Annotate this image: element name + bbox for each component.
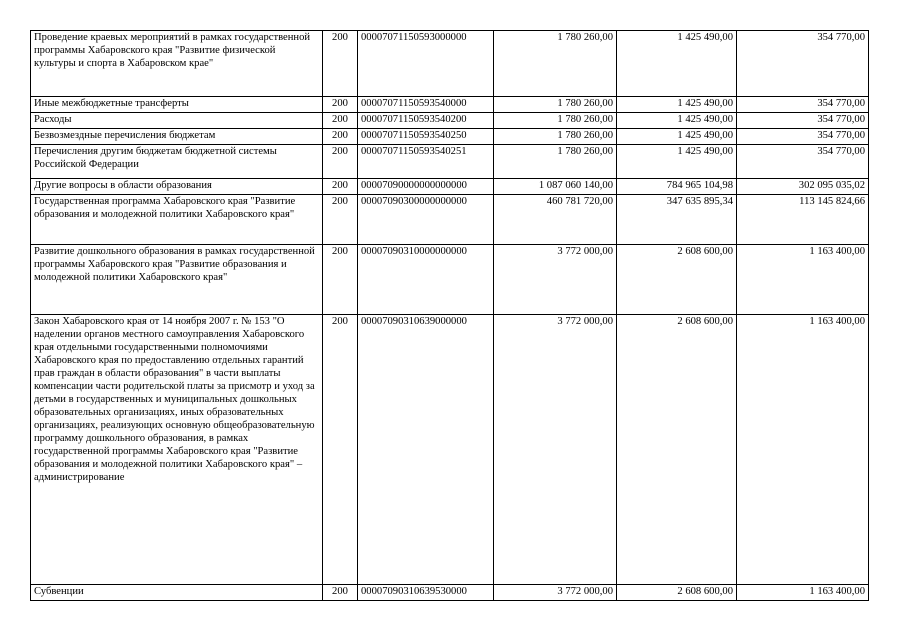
row-value-1: 1 780 260,00	[494, 129, 617, 145]
row-value-3: 113 145 824,66	[737, 195, 869, 245]
row-csr: 00007071150593540251	[358, 145, 494, 179]
row-value-1: 3 772 000,00	[494, 315, 617, 585]
row-value-2: 784 965 104,98	[617, 179, 737, 195]
budget-table	[30, 30, 869, 601]
row-code: 200	[323, 315, 358, 585]
row-name: Расходы	[31, 113, 323, 129]
row-value-1: 1 087 060 140,00	[494, 179, 617, 195]
row-code: 200	[323, 145, 358, 179]
table-row	[31, 585, 869, 601]
row-value-1: 1 780 260,00	[494, 31, 617, 97]
row-csr: 00007090310639530000	[358, 585, 494, 601]
row-name: Государственная программа Хабаровского края "Развитие образования и молодежной политики Хабаровского края"	[31, 195, 323, 245]
row-name: Перечисления другим бюджетам бюджетной системы Российской Федерации	[31, 145, 323, 179]
row-value-2: 1 425 490,00	[617, 31, 737, 97]
row-value-3: 1 163 400,00	[737, 315, 869, 585]
row-value-2: 1 425 490,00	[617, 97, 737, 113]
table-row	[31, 179, 869, 195]
row-value-2: 2 608 600,00	[617, 315, 737, 585]
row-value-1: 1 780 260,00	[494, 97, 617, 113]
row-value-2: 1 425 490,00	[617, 129, 737, 145]
row-name: Субвенции	[31, 585, 323, 601]
table-row	[31, 315, 869, 585]
table-row	[31, 145, 869, 179]
row-value-1: 1 780 260,00	[494, 145, 617, 179]
row-csr: 00007071150593540000	[358, 97, 494, 113]
row-csr: 00007090310000000000	[358, 245, 494, 315]
row-csr: 00007071150593540200	[358, 113, 494, 129]
row-value-1: 460 781 720,00	[494, 195, 617, 245]
row-csr: 00007090300000000000	[358, 195, 494, 245]
row-value-2: 1 425 490,00	[617, 145, 737, 179]
row-value-2: 347 635 895,34	[617, 195, 737, 245]
row-name: Иные межбюджетные трансферты	[31, 97, 323, 113]
row-value-3: 354 770,00	[737, 97, 869, 113]
row-value-3: 354 770,00	[737, 145, 869, 179]
row-value-3: 302 095 035,02	[737, 179, 869, 195]
row-value-3: 1 163 400,00	[737, 245, 869, 315]
row-csr: 00007090000000000000	[358, 179, 494, 195]
row-value-3: 1 163 400,00	[737, 585, 869, 601]
row-value-2: 2 608 600,00	[617, 245, 737, 315]
row-code: 200	[323, 179, 358, 195]
row-value-1: 1 780 260,00	[494, 113, 617, 129]
table-row	[31, 31, 869, 97]
table-row	[31, 129, 869, 145]
row-code: 200	[323, 585, 358, 601]
row-value-2: 1 425 490,00	[617, 113, 737, 129]
row-name: Другие вопросы в области образования	[31, 179, 323, 195]
table-row	[31, 97, 869, 113]
table-row	[31, 245, 869, 315]
budget-table-body	[31, 31, 869, 601]
row-value-3: 354 770,00	[737, 129, 869, 145]
budget-sheet	[30, 30, 869, 601]
row-name: Развитие дошкольного образования в рамках государственной программы Хабаровского края "Развитие образования и молодежной политики Хабаровского края"	[31, 245, 323, 315]
row-code: 200	[323, 195, 358, 245]
table-row	[31, 113, 869, 129]
row-code: 200	[323, 113, 358, 129]
row-code: 200	[323, 31, 358, 97]
row-code: 200	[323, 129, 358, 145]
row-name: Закон Хабаровского края от 14 ноября 2007 г. № 153 "О наделении органов местного самоуправления Хабаровского края отдельными государственными полномочиями Хабаровского края по предоставлению отдельных гарантий прав граждан в области образования" в части выплаты компенсации части родительской платы за присмотр и уход за детьми в государственных и муниципальных дошкольных образовательных организациях, иных образовательных организациях, реализующих основную общеобразовательную программу дошкольного образования, в рамках государственной программы Хабаровского края "Развитие образования и молодежной политики Хабаровского края" – администрирование	[31, 315, 323, 585]
row-name: Проведение краевых мероприятий в рамках государственной программы Хабаровского края "Развитие физической культуры и спорта в Хабаровском крае"	[31, 31, 323, 97]
row-value-1: 3 772 000,00	[494, 245, 617, 315]
row-value-2: 2 608 600,00	[617, 585, 737, 601]
row-value-3: 354 770,00	[737, 113, 869, 129]
row-code: 200	[323, 245, 358, 315]
table-row	[31, 195, 869, 245]
row-code: 200	[323, 97, 358, 113]
row-csr: 00007071150593000000	[358, 31, 494, 97]
row-csr: 00007090310639000000	[358, 315, 494, 585]
row-name: Безвозмездные перечисления бюджетам	[31, 129, 323, 145]
row-value-1: 3 772 000,00	[494, 585, 617, 601]
row-csr: 00007071150593540250	[358, 129, 494, 145]
row-value-3: 354 770,00	[737, 31, 869, 97]
